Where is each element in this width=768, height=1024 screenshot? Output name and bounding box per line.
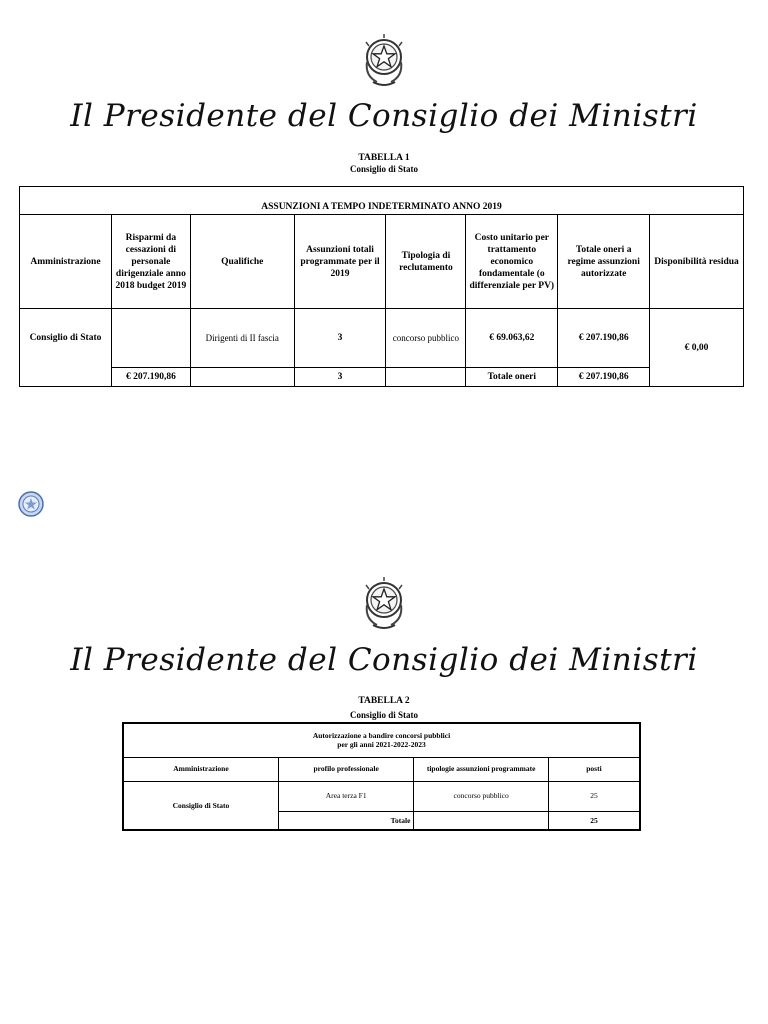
table1-risparmi-empty — [111, 309, 190, 368]
table-row — [20, 368, 744, 387]
table2-amministrazione: Consiglio di Stato — [123, 781, 278, 830]
table1-amministrazione: Consiglio di Stato — [20, 309, 112, 387]
table1-assunzioni: 3 — [294, 309, 386, 368]
seal-icon — [18, 491, 44, 517]
table2 — [122, 722, 641, 831]
table1-header-cell: Costo unitario per trattamento economico fondamentale (o differenziale per PV) — [466, 215, 558, 309]
table1-total-risparmi: € 207.190,86 — [111, 368, 190, 387]
table2-title: TABELLA 2 — [358, 696, 410, 706]
table2-total-posti: 25 — [548, 811, 640, 830]
table2-banner — [123, 723, 640, 757]
table1-total-empty — [190, 368, 294, 387]
table1-header-cell: Disponibilità residua — [650, 215, 744, 309]
table1-title: TABELLA 1 — [358, 153, 410, 163]
table1-tipologia: concorso pubblico — [386, 309, 466, 368]
table2-header-cell: profilo professionale — [278, 757, 413, 781]
table1-disponibilita: € 0,00 — [650, 309, 744, 387]
letterhead-heading: Il Presidente del Consiglio dei Ministri — [70, 642, 698, 678]
table1-banner: ASSUNZIONI A TEMPO INDETERMINATO ANNO 2019 — [20, 187, 744, 215]
table1-total-assunzioni: 3 — [294, 368, 386, 387]
table1 — [19, 186, 744, 387]
table1-subtitle: Consiglio di Stato — [349, 164, 418, 174]
table1-header-cell: Risparmi da cessazioni di personale dirigenziale anno 2018 budget 2019 — [111, 215, 190, 309]
letterhead-heading: Il Presidente del Consiglio dei Ministri — [70, 98, 698, 134]
table2-posti: 25 — [548, 781, 640, 811]
table2-banner-line1: Autorizzazione a bandire concorsi pubblici — [312, 730, 451, 740]
table2-subtitle: Consiglio di Stato — [349, 710, 418, 720]
table-row — [20, 309, 744, 368]
table1-total-label: Totale oneri — [466, 368, 558, 387]
table1-costo: € 69.063,62 — [466, 309, 558, 368]
table1-header-cell: Tipologia di reclutamento — [386, 215, 466, 309]
table2-total-label: Totale — [278, 811, 413, 830]
table2-profilo: Area terza F1 — [278, 781, 413, 811]
table2-total-empty — [414, 811, 548, 830]
table1-totale: € 207.190,86 — [558, 309, 650, 368]
table2-header-cell: Amministrazione — [123, 757, 278, 781]
table-row — [123, 781, 640, 811]
table1-header-cell: Totale oneri a regime assunzioni autorizzate — [558, 215, 650, 309]
table1-qualifica: Dirigenti di II fascia — [190, 309, 294, 368]
table1-total-empty — [386, 368, 466, 387]
table2-banner-line2: per gli anni 2021-2022-2023 — [337, 740, 426, 750]
table2-header-cell: posti — [548, 757, 640, 781]
table1-header-cell: Assunzioni totali programmate per il 2019 — [294, 215, 386, 309]
table2-tipologia: concorso pubblico — [414, 781, 548, 811]
table1-header-cell: Amministrazione — [20, 215, 112, 309]
table1-total-oneri: € 207.190,86 — [558, 368, 650, 387]
table2-header-cell: tipologie assunzioni programmate — [414, 757, 548, 781]
italian-emblem-icon — [361, 575, 407, 631]
table1-header-cell: Qualifiche — [190, 215, 294, 309]
italian-emblem-icon — [361, 32, 407, 88]
